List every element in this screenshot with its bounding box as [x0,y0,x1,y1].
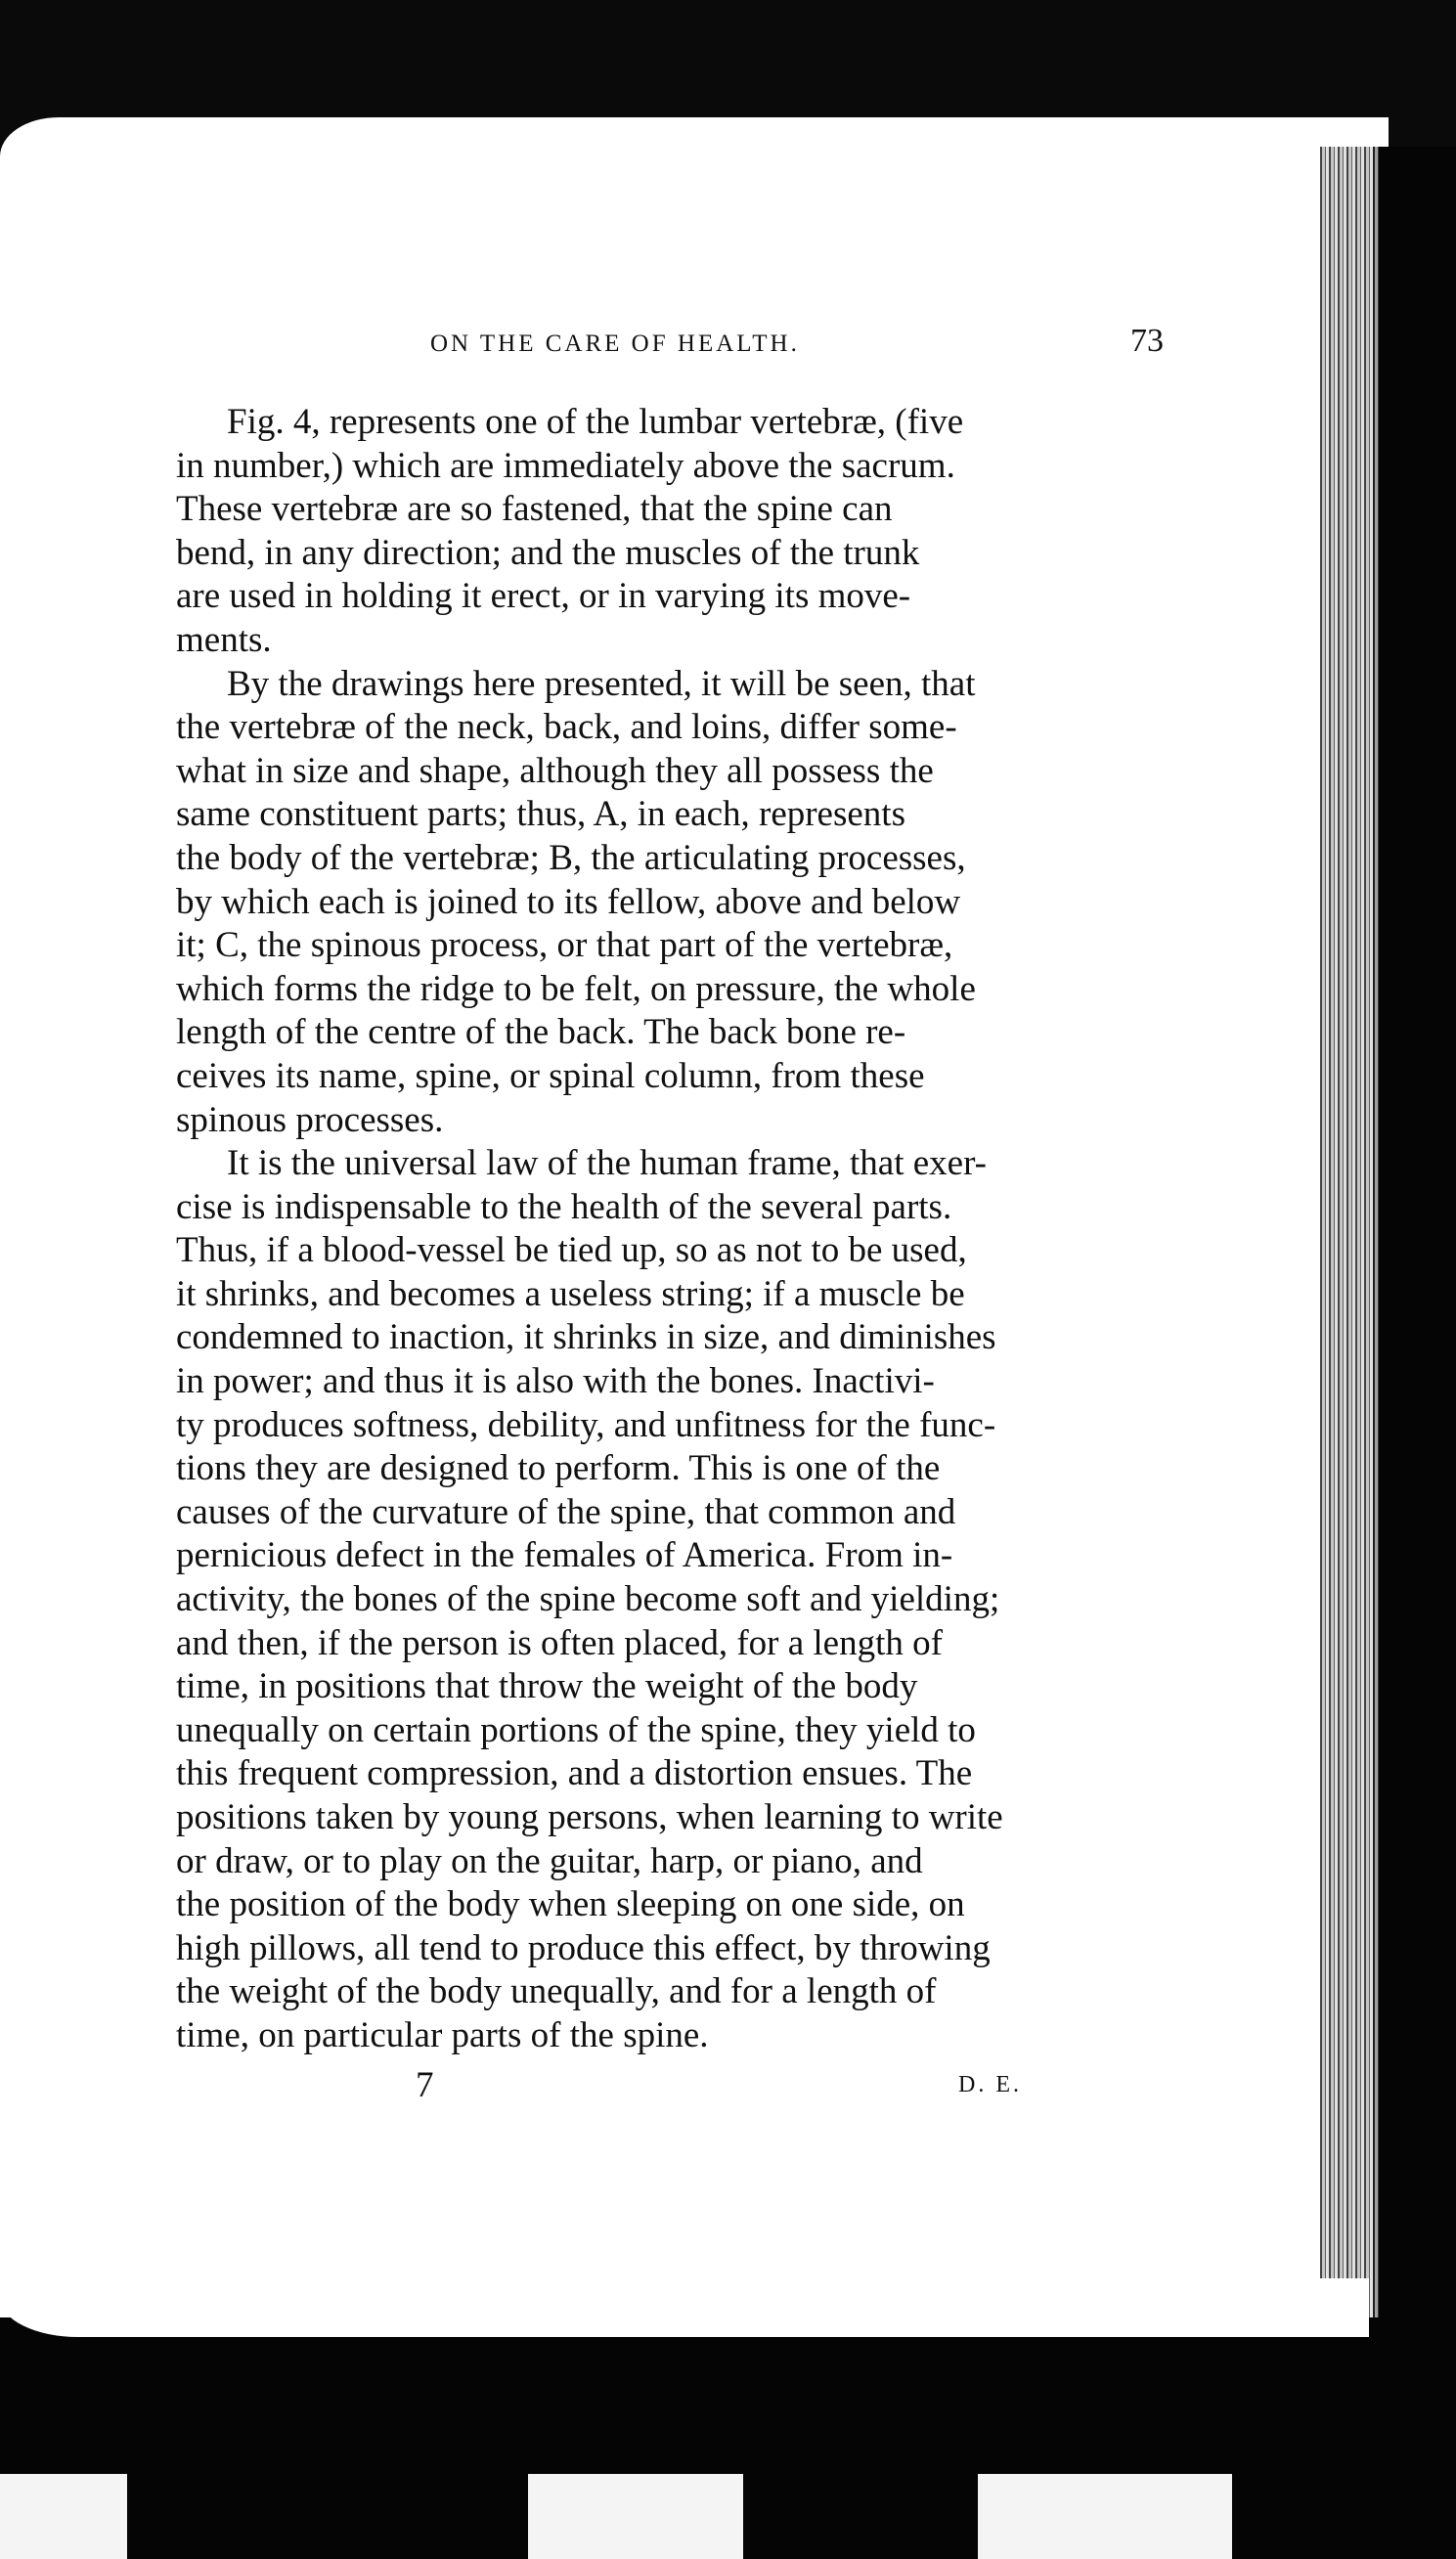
paragraph [176,663,1154,1143]
text-line: the weight of the body unequally, and for a length of [176,1971,937,2012]
text-line: ty produces softness, debility, and unfitness for the func- [176,1404,996,1445]
scan-noise-right [978,2474,1232,2559]
signature-line [176,2064,1154,2113]
text-line: this frequent compression, and a distortion ensues. The [176,1753,973,1794]
text-line: in power; and thus it is also with the bones. Inactivi- [176,1361,935,1402]
text-line: tions they are designed to perform. This is one of the [176,1448,941,1489]
text-line: These vertebræ are so fastened, that the spine can [176,489,893,530]
text-line: it; C, the spinous process, or that part of the vertebræ, [176,925,953,966]
signature-initials: D. E. [958,2071,1022,2097]
text-line: are used in holding it erect, or in varying its move- [176,576,911,617]
text-line: condemned to inaction, it shrinks in size, and diminishes [176,1317,996,1358]
paragraph [176,401,1154,663]
text-line: time, on particular parts of the spine. [176,2014,709,2055]
book-page [176,313,1164,2113]
text-line: cise is indispensable to the health of the several parts. [176,1186,952,1227]
text-line: by which each is joined to its fellow, above and below [176,881,961,922]
text-line: high pillows, all tend to produce this effect, by throwing [176,1927,991,1968]
text-line: which forms the ridge to be felt, on pressure, the whole [176,968,976,1009]
text-line: unequally on certain portions of the spine, they yield to [176,1709,976,1750]
page-bottom-edge [0,2278,1369,2337]
page-fore-edge [1320,147,1379,2337]
signature-mark: 7 [416,2064,434,2105]
text-line: Thus, if a blood-vessel be tied up, so as not to be used, [176,1230,967,1271]
running-head [176,313,1164,372]
text-line: time, in positions that throw the weight of the body [176,1666,918,1707]
page-top-edge [0,117,1389,186]
text-line: activity, the bones of the spine become soft and yielding; [176,1579,1000,1620]
body-text [176,401,1154,2058]
scan-noise-center [528,2474,743,2559]
text-line: spinous processes. [176,1099,444,1140]
scan-border-right [1373,147,1456,2347]
text-line: and then, if the person is often placed, for a length of [176,1622,943,1663]
text-line: length of the centre of the back. The back bone re- [176,1012,906,1053]
text-line: the body of the vertebræ; B, the articulating processes, [176,837,966,878]
text-line: same constituent parts; thus, A, in each, represents [176,794,905,835]
text-line: By the drawings here presented, it will be seen, that [227,663,976,704]
text-line: what in size and shape, although they all possess the [176,750,934,791]
text-line: ments. [176,619,272,660]
text-line: Fig. 4, represents one of the lumbar vertebræ, (five [227,402,964,442]
text-line: It is the universal law of the human frame, that exer- [227,1143,987,1184]
text-line: ceives its name, spine, or spinal column, from these [176,1055,925,1096]
text-line: positions taken by young persons, when learning to write [176,1797,1003,1837]
text-line: causes of the curvature of the spine, that common and [176,1491,956,1532]
scan-noise-left [0,2474,127,2559]
text-line: pernicious defect in the females of America. From in- [176,1535,953,1576]
paragraph [176,1142,1154,2057]
text-line: in number,) which are immediately above the sacrum. [176,445,955,486]
text-line: the vertebræ of the neck, back, and loins, differ some- [176,707,957,748]
text-line: or draw, or to play on the guitar, harp, or piano, and [176,1840,923,1881]
text-line: bend, in any direction; and the muscles of the trunk [176,532,920,573]
page-number: 73 [1130,323,1164,359]
text-line: the position of the body when sleeping on one side, on [176,1884,965,1925]
running-title: ON THE CARE OF HEALTH. [430,331,800,357]
text-line: it shrinks, and becomes a useless string; if a muscle be [176,1273,965,1314]
